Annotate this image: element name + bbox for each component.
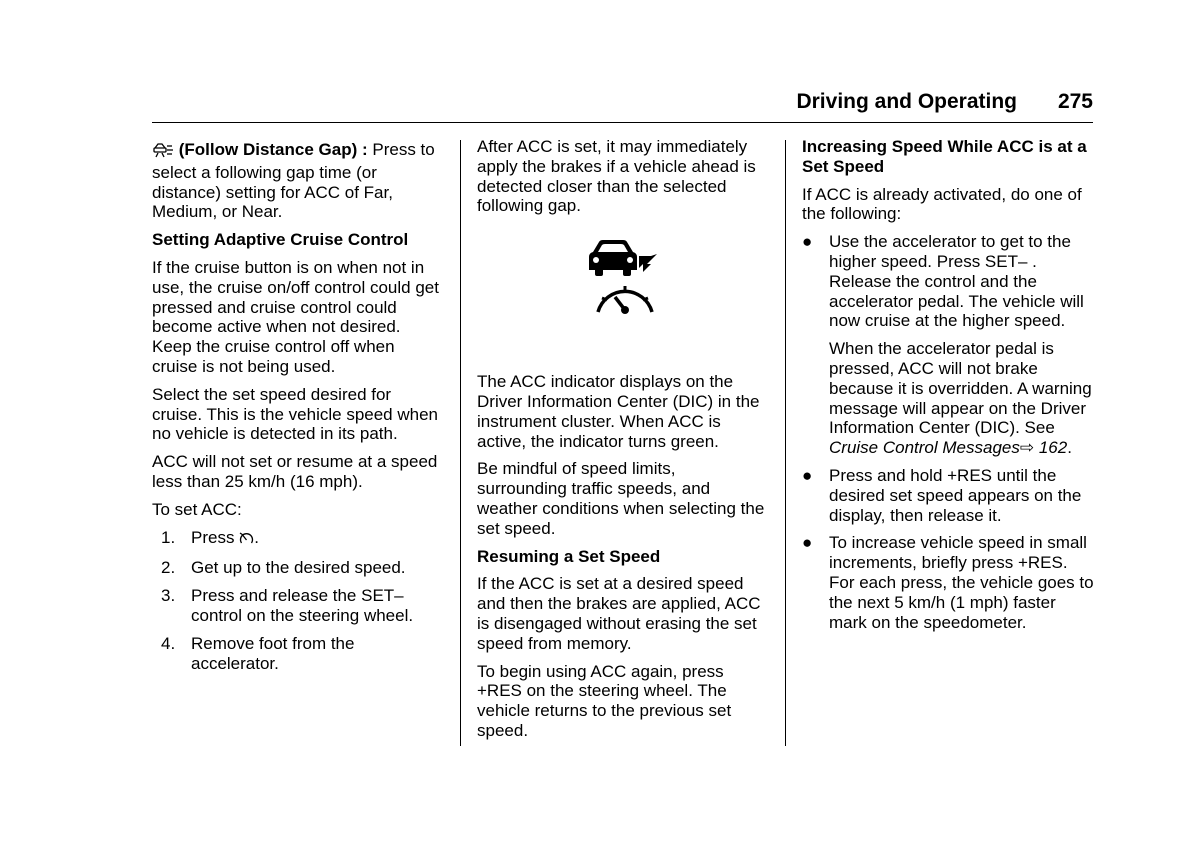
paragraph: Select the set speed desired for cruise. This is the vehicle speed when no vehicle is detected in its path.: [152, 384, 439, 444]
list-item: [802, 232, 1094, 458]
bullet-subtext: When the accelerator pedal is pressed, ACC will not brake because it is overridden. A warning message will appear on the Driver Information Center (DIC). See Cruise Control Messages⇨ 162.: [829, 339, 1092, 458]
bullet: ●: [802, 232, 813, 252]
resuming-heading: Resuming a Set Speed: [477, 546, 661, 566]
page-number: 275: [1057, 90, 1093, 113]
follow-gap-label: (Follow Distance Gap) :: [178, 140, 368, 159]
list-item: [802, 533, 1094, 632]
list-item: [802, 466, 1094, 525]
cross-reference-link[interactable]: Cruise Control Messages: [829, 438, 1020, 458]
increase-speed-list: [802, 232, 1094, 632]
column-1: [152, 137, 444, 681]
paragraph: The ACC indicator displays on the Driver Information Center (DIC) in the instrument cluster. When ACC is active, the indicator turns green.: [477, 372, 760, 451]
list-item: 3. Press and release the SET– control on the steering wheel.: [161, 586, 414, 625]
column-divider-left: [460, 140, 461, 746]
column-divider-right: [785, 140, 786, 746]
follow-gap-text: Press to select a following gap time (or distance) setting for ACC of Far, Medium, or Near.: [152, 140, 435, 222]
increasing-speed-heading: Increasing Speed While ACC is at a Set Speed: [802, 137, 1087, 176]
paragraph: After ACC is set, it may immediately apply the brakes if a vehicle ahead is detected closer than the selected following gap.: [477, 137, 756, 216]
list-item: 2. Get up to the desired speed.: [161, 558, 406, 578]
paragraph: If the cruise button is on when not in use, the cruise on/off control could get pressed and cruise control could become active when not desired. Keep the cruise control off when cruise is not being used.: [152, 257, 439, 376]
setting-acc-heading: Setting Adaptive Cruise Control: [152, 230, 409, 250]
bullet-text: To increase vehicle speed in small increments, briefly press +RES. For each press, the vehicle goes to the next 5 km/h (1 mph) faster mark on the speedometer.: [829, 533, 1094, 632]
cruise-control-icon: [239, 530, 254, 551]
page-header: [152, 88, 1093, 123]
list-item: 1. Press .: [152, 528, 444, 551]
section-title: Driving and Operating: [796, 90, 1017, 113]
column-2: [477, 137, 769, 749]
acc-indicator-figure: [477, 224, 769, 362]
paragraph: If ACC is already activated, do one of the following:: [802, 184, 1082, 224]
bullet: ●: [802, 465, 813, 485]
paragraph: Be mindful of speed limits, surrounding traffic speeds, and weather conditions when selecting the set speed.: [477, 459, 765, 538]
set-acc-steps: [152, 528, 444, 674]
paragraph: To begin using ACC again, press +RES on the steering wheel. The vehicle returns to the previous set speed.: [477, 661, 732, 740]
bullet: ●: [802, 533, 813, 553]
paragraph: To set ACC:: [152, 499, 242, 519]
paragraph: ACC will not set or resume at a speed less than 25 km/h (16 mph).: [152, 452, 438, 491]
follow-distance-gap-icon: [152, 142, 174, 163]
page-ref-arrow-icon: ⇨: [1019, 438, 1035, 458]
bullet-text: Use the accelerator to get to the higher speed. Press SET– . Release the control and the accelerator pedal. The vehicle will now cruise at the higher speed.: [829, 232, 1084, 331]
paragraph: If the ACC is set at a desired speed and then the brakes are applied, ACC is disengaged without erasing the set speed from memory.: [477, 574, 761, 653]
acc-indicator-icon: [585, 240, 661, 316]
column-3: [802, 137, 1094, 640]
bullet-text: Press and hold +RES until the desired set speed appears on the display, then release it.: [829, 465, 1082, 525]
follow-gap-paragraph: [152, 137, 444, 222]
cross-reference-page: 162: [1034, 438, 1068, 458]
list-item: 4. Remove foot from the accelerator.: [161, 633, 355, 673]
